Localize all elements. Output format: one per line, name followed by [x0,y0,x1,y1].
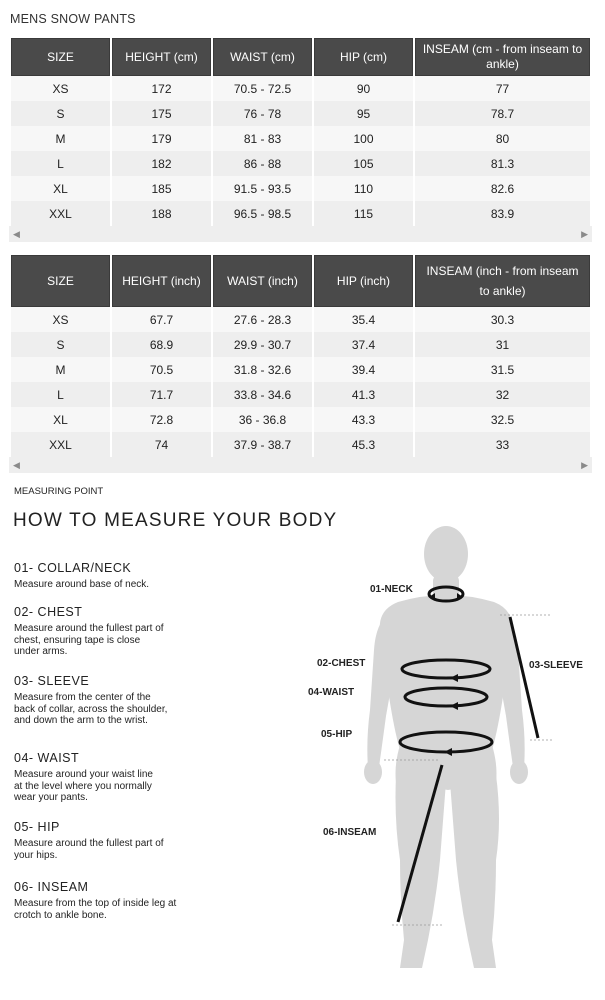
table-cell: M [11,357,110,382]
guide-description: Measure from the center of the back of collar, across the shoulder, and down the arm to the wrist. [14,692,168,726]
figure-label-sleeve: 03-SLEEVE [529,660,583,671]
table-cell: 39.4 [314,357,413,382]
table-cell: 31.5 [415,357,590,382]
table-cell: 77 [415,76,590,101]
table-cell: 71.7 [112,382,211,407]
table-cell: 36 - 36.8 [213,407,312,432]
table-cell: 74 [112,432,211,457]
table-cell: 78.7 [415,101,590,126]
scroll-right-arrow[interactable]: ▶ [581,460,588,470]
table-cell: 115 [314,201,413,226]
table-cell: 72.8 [112,407,211,432]
table-cell: 172 [112,76,211,101]
column-header-inseam: INSEAM (cm - from inseam to ankle) [415,38,590,76]
table-cell: S [11,332,110,357]
table-cell: 32 [415,382,590,407]
table-cell: 90 [314,76,413,101]
table-cell: XS [11,76,110,101]
table-cell: S [11,101,110,126]
guide-heading: 01- COLLAR/NECK [14,561,132,575]
column-header-waist: WAIST (cm) [213,38,312,76]
table-cell: XXL [11,432,110,457]
guide-heading: 04- WAIST [14,751,80,765]
table-cell: 37.4 [314,332,413,357]
table-cell: 83.9 [415,201,590,226]
table-row [11,151,590,176]
figure-label-inseam: 06-INSEAM [323,827,377,838]
table-cell: 35.4 [314,307,413,332]
column-header-size: SIZE [11,38,110,76]
guide-description: Measure around the fullest part of your hips. [14,838,164,861]
column-header-height: HEIGHT (inch) [112,255,211,307]
table-cell: 82.6 [415,176,590,201]
scroll-right-arrow[interactable]: ▶ [581,229,588,239]
body-silhouette-illustration [300,520,605,980]
guide-description: Measure around the fullest part of chest, ensuring tape is close under arms. [14,623,164,657]
body-measurement-figure [300,520,605,980]
guide-heading: 05- HIP [14,820,60,834]
measuring-point-label: MEASURING POINT [14,486,104,497]
horizontal-scrollbar[interactable] [9,226,592,242]
figure-label-neck: 01-NECK [370,584,413,595]
table-cell: 29.9 - 30.7 [213,332,312,357]
table-cell: 43.3 [314,407,413,432]
table-cell: 105 [314,151,413,176]
table-cell: 67.7 [112,307,211,332]
table-cell: 70.5 [112,357,211,382]
column-header-height: HEIGHT (cm) [112,38,211,76]
table-cell: 33.8 - 34.6 [213,382,312,407]
size-table-inch [9,255,592,473]
table-cell: 32.5 [415,407,590,432]
horizontal-scrollbar[interactable] [9,457,592,473]
table-row [11,201,590,226]
table-row [11,126,590,151]
table-cell: 81.3 [415,151,590,176]
table-cell: 86 - 88 [213,151,312,176]
table-cell: 95 [314,101,413,126]
table-cell: 33 [415,432,590,457]
table-cell: 76 - 78 [213,101,312,126]
column-header-size: SIZE [11,255,110,307]
guide-heading: 03- SLEEVE [14,674,90,688]
guide-item-neck [14,561,184,591]
table-cell: 179 [112,126,211,151]
table-row [11,101,590,126]
table-row [11,332,590,357]
guide-item-hip [14,820,164,861]
guide-item-inseam [14,880,179,921]
table-cell: L [11,382,110,407]
table-row [11,307,590,332]
size-table-cm [9,38,592,242]
figure-label-waist: 04-WAIST [308,687,355,698]
table-cell: M [11,126,110,151]
table-cell: XXL [11,201,110,226]
table-cell: 188 [112,201,211,226]
table-cell: 27.6 - 28.3 [213,307,312,332]
table-cell: 81 - 83 [213,126,312,151]
table-cell: 185 [112,176,211,201]
guide-item-sleeve [14,674,170,727]
guide-item-waist [14,751,164,804]
table-cell: 31.8 - 32.6 [213,357,312,382]
table-cell: 96.5 - 98.5 [213,201,312,226]
table-cell: 91.5 - 93.5 [213,176,312,201]
figure-label-chest: 02-CHEST [317,658,366,669]
table-cell: 100 [314,126,413,151]
table-cell: 110 [314,176,413,201]
guide-heading: 06- INSEAM [14,880,89,894]
figure-label-hip: 05-HIP [321,729,353,740]
how-to-measure-title: HOW TO MEASURE YOUR BODY [13,510,338,531]
guide-description: Measure around your waist line at the level where you normally wear your pants. [14,769,153,803]
column-header-inseam: INSEAM (inch - from inseam to ankle) [415,255,590,307]
table-cell: 30.3 [415,307,590,332]
table-row [11,76,590,101]
table-cell: 80 [415,126,590,151]
table-cell: 175 [112,101,211,126]
table-cell: 37.9 - 38.7 [213,432,312,457]
table-row [11,382,590,407]
scroll-left-arrow[interactable]: ◀ [13,229,20,239]
table-row [11,407,590,432]
table-cell: 41.3 [314,382,413,407]
table-row [11,357,590,382]
table-cell: XS [11,307,110,332]
table-cell: L [11,151,110,176]
table-row [11,432,590,457]
column-header-hip: HIP (inch) [314,255,413,307]
table-cell: 68.9 [112,332,211,357]
table-cell: 31 [415,332,590,357]
page-title: MENS SNOW PANTS [10,12,136,26]
guide-item-chest [14,605,164,658]
table-cell: 182 [112,151,211,176]
table-row [11,176,590,201]
guide-heading: 02- CHEST [14,605,83,619]
scroll-left-arrow[interactable]: ◀ [13,460,20,470]
guide-description: Measure from the top of inside leg at crotch to ankle bone. [14,898,177,921]
table-cell: XL [11,407,110,432]
table-cell: XL [11,176,110,201]
guide-description: Measure around base of neck. [14,579,150,590]
table-cell: 45.3 [314,432,413,457]
column-header-hip: HIP (cm) [314,38,413,76]
column-header-waist: WAIST (inch) [213,255,312,307]
table-cell: 70.5 - 72.5 [213,76,312,101]
